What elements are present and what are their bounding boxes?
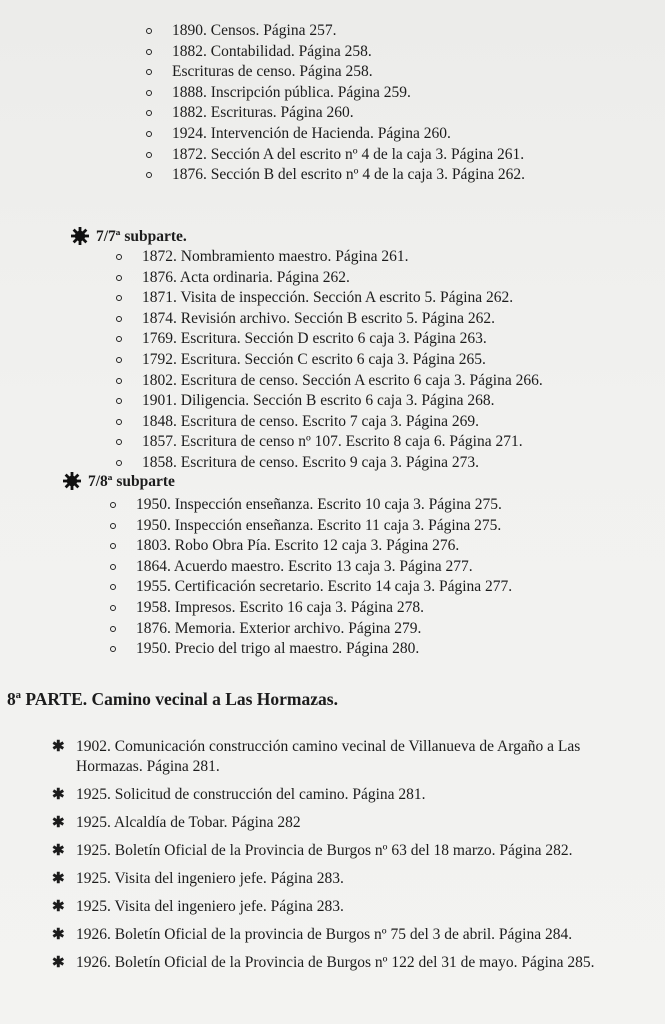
list-item: 1769. Escritura. Sección D escrito 6 caja 3. Página 263. [142,329,543,350]
circle-bullet-icon [146,110,152,116]
asterisk-bullet-icon: ✱ [52,843,65,859]
list-item: ✱ 1926. Boletín Oficial de la Provincia de Burgos nº 122 del 31 de mayo. Página 285. [52,954,595,971]
list-item: 1792. Escritura. Sección C escrito 6 caja 3. Página 265. [142,350,543,371]
list-item: 1958. Impresos. Escrito 16 caja 3. Página 278. [136,598,512,619]
part-heading: 8ª PARTE. Camino vecinal a Las Hormazas. [7,689,338,709]
list-item: 1858. Escritura de censo. Escrito 9 caja 3. Página 273. [142,453,543,474]
circle-bullet-icon [116,357,122,363]
asterisk-bullet-icon: ✱ [52,787,65,803]
list-item: 1888. Inscripción pública. Página 259. [172,83,525,104]
circle-bullet-icon [116,460,122,466]
circle-bullet-icon [110,646,116,652]
list-item: 1871. Visita de inspección. Sección A escrito 5. Página 262. [142,288,543,309]
circle-bullet-icon [116,419,122,425]
subpart-title: 7/7ª subparte. [96,228,187,245]
circle-bullet-icon [110,605,116,611]
circle-bullet-icon [146,49,152,55]
circle-bullet-icon [146,90,152,96]
list-item: 1876. Acta ordinaria. Página 262. [142,268,543,289]
entry-list-subpart-7-7 [142,247,543,474]
list-item: 1876. Memoria. Exterior archivo. Página 279. [136,619,512,640]
list-item: 1882. Contabilidad. Página 258. [172,42,525,63]
circle-bullet-icon [116,378,122,384]
asterisk-bullet-icon: ✱ [52,871,65,887]
list-item: 1857. Escritura de censo nº 107. Escrito 8 caja 6. Página 271. [142,432,543,453]
list-item: 1872. Sección A del escrito nº 4 de la caja 3. Página 261. [172,145,525,166]
circle-bullet-icon [116,439,122,445]
circle-bullet-icon [146,172,152,178]
circle-bullet-icon [110,584,116,590]
list-item: 1950. Inspección enseñanza. Escrito 11 caja 3. Página 275. [136,516,512,537]
list-item: 1955. Certificación secretario. Escrito 14 caja 3. Página 277. [136,577,512,598]
list-item: 1950. Precio del trigo al maestro. Página 280. [136,639,512,660]
list-item: 1864. Acuerdo maestro. Escrito 13 caja 3. Página 277. [136,557,512,578]
circle-bullet-icon [116,398,122,404]
circle-bullet-icon [146,69,152,75]
circle-bullet-icon [146,131,152,137]
list-item: ✱ 1925. Visita del ingeniero jefe. Página 283. [52,898,344,915]
list-item: ✱ 1902. Comunicación construcción camino vecinal de Villanueva de Argaño a Las Hormazas. Página 281. [52,738,581,775]
circle-bullet-icon [116,336,122,342]
list-item: 1872. Nombramiento maestro. Página 261. [142,247,543,268]
list-item: 1890. Censos. Página 257. [172,21,525,42]
entry-list-part7-6 [172,21,525,186]
asterisk-bullet-icon: ✱ [52,955,65,971]
circle-bullet-icon [116,295,122,301]
circle-bullet-icon [116,275,122,281]
gear-bullet-icon [62,471,82,491]
entry-list-subpart-7-8 [136,495,512,660]
circle-bullet-icon [110,543,116,549]
list-item: 1901. Diligencia. Sección B escrito 6 caja 3. Página 268. [142,391,543,412]
list-item: ✱ 1925. Boletín Oficial de la Provincia de Burgos nº 63 del 18 marzo. Página 282. [52,842,573,859]
asterisk-bullet-icon: ✱ [52,899,65,915]
list-item: 1802. Escritura de censo. Sección A escrito 6 caja 3. Página 266. [142,371,543,392]
circle-bullet-icon [110,502,116,508]
circle-bullet-icon [110,523,116,529]
list-item: 1874. Revisión archivo. Sección B escrito 5. Página 262. [142,309,543,330]
circle-bullet-icon [146,152,152,158]
circle-bullet-icon [110,626,116,632]
list-item: 1882. Escrituras. Página 260. [172,103,525,124]
subpart-heading-7-7 [96,227,187,247]
list-item: 1950. Inspección enseñanza. Escrito 10 caja 3. Página 275. [136,495,512,516]
asterisk-bullet-icon: ✱ [52,815,65,831]
list-item: 1924. Intervención de Hacienda. Página 260. [172,124,525,145]
circle-bullet-icon [110,564,116,570]
list-item: ✱ 1925. Alcaldía de Tobar. Página 282 [52,814,301,831]
list-item: Escrituras de censo. Página 258. [172,62,525,83]
list-item: 1876. Sección B del escrito nº 4 de la caja 3. Página 262. [172,165,525,186]
circle-bullet-icon [116,316,122,322]
asterisk-bullet-icon: ✱ [52,739,65,755]
list-item: ✱ 1925. Solicitud de construcción del camino. Página 281. [52,786,426,803]
list-item: 1803. Robo Obra Pía. Escrito 12 caja 3. Página 276. [136,536,512,557]
subpart-heading-7-8 [88,472,175,492]
entry-list-part-8 [52,737,656,981]
circle-bullet-icon [146,28,152,34]
circle-bullet-icon [116,254,122,260]
list-item: ✱ 1926. Boletín Oficial de la provincia de Burgos nº 75 del 3 de abril. Página 284. [52,926,573,943]
list-item: ✱ 1925. Visita del ingeniero jefe. Página 283. [52,870,344,887]
gear-bullet-icon [70,226,90,246]
list-item: 1848. Escritura de censo. Escrito 7 caja 3. Página 269. [142,412,543,433]
subpart-title: 7/8ª subparte [88,473,175,490]
asterisk-bullet-icon: ✱ [52,927,65,943]
